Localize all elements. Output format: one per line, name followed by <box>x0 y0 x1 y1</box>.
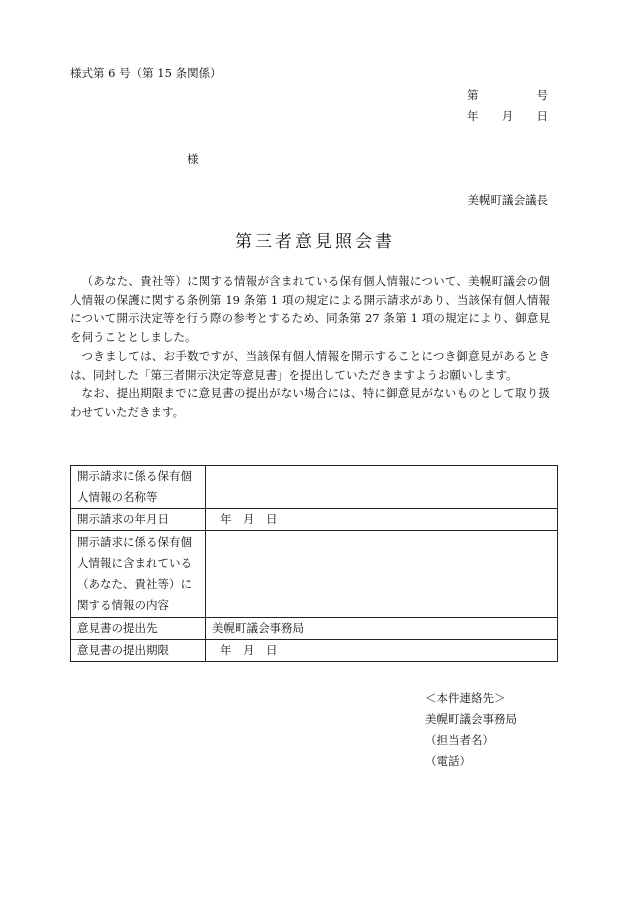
body-text <box>70 272 550 422</box>
form-number: 様式第 6 号（第 15 条関係） <box>70 66 222 80</box>
body-paragraph: なお、提出期限までに意見書の提出がない場合には、特に御意見がないものとして取り扱わせていただきます。 <box>70 386 550 419</box>
number-prefix: 第 <box>467 88 479 102</box>
row-value <box>206 531 558 618</box>
body-paragraph: つきましては、お手数ですが、当該保有個人情報を開示することにつき御意見があるときは、同封した「第三者開示決定等意見書」を提出していただきますようお願いします。 <box>70 348 550 382</box>
page-title: 第三者意見照会書 <box>235 232 395 252</box>
contact-phone: （電話） <box>425 754 471 768</box>
info-table <box>70 465 558 662</box>
body-paragraph: （あなた、貴社等）に関する情報が含まれている保有個人情報について、美幌町議会の個人情報の保護に関する条例第 19 条第 1 項の規定による開示請求があり、当該保有個人情報について開示決定等を行う際の参考とするため、同条第 27 条第 1 項の規定により、御意見を伺うこととしました。 <box>70 274 550 345</box>
table-row <box>71 618 558 640</box>
date-year: 年 <box>467 109 479 123</box>
sender-name: 美幌町議会議長 <box>467 193 548 207</box>
row-value <box>206 466 558 509</box>
contact-person: （担当者名） <box>425 733 494 747</box>
contact-block <box>425 688 517 772</box>
row-label: 開示請求に係る保有個人情報の名称等 <box>71 466 206 509</box>
table-row <box>71 531 558 618</box>
number-suffix: 号 <box>536 88 548 102</box>
date-month: 月 <box>501 109 514 123</box>
table-row <box>71 509 558 531</box>
row-value: 年 月 日 <box>206 509 558 531</box>
row-value: 美幌町議会事務局 <box>206 618 558 640</box>
addressee-honorific: 様 <box>187 152 199 166</box>
contact-heading: ＜本件連絡先＞ <box>425 691 506 705</box>
row-label: 開示請求の年月日 <box>71 509 206 531</box>
contact-office: 美幌町議会事務局 <box>425 712 517 726</box>
table-row <box>71 640 558 662</box>
table-row <box>71 466 558 509</box>
row-label: 意見書の提出期限 <box>71 640 206 662</box>
row-label: 意見書の提出先 <box>71 618 206 640</box>
issue-date-line <box>467 110 548 124</box>
row-value: 年 月 日 <box>206 640 558 662</box>
document-number-line <box>467 89 548 103</box>
row-label: 開示請求に係る保有個人情報に含まれている（あなた、貴社等）に関する情報の内容 <box>71 531 206 618</box>
date-day: 日 <box>536 109 548 123</box>
